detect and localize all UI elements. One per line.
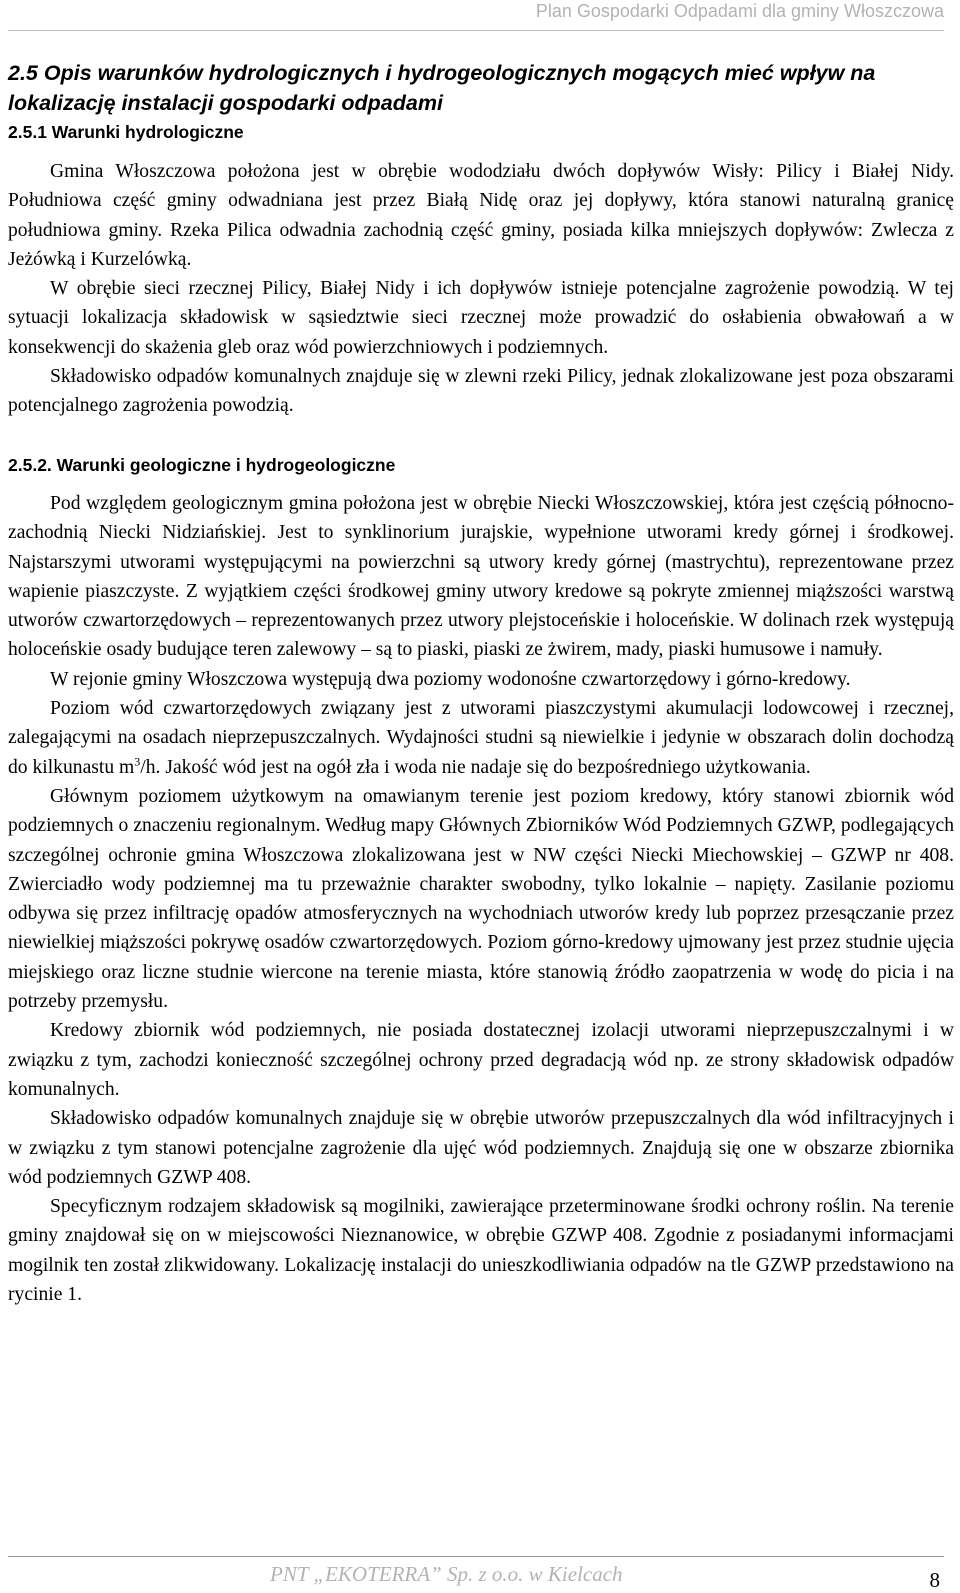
text-run: Poziom wód czwartorzędowych związany jest z utworami piaszczystymi akumulacji lodowcowej i rzecznej, zalegającymi na osadach nieprzepuszczalnych. Wydajności studni są niewielkie i jedynie w obszarach dolin dochodzą do kilkunastu m xyxy=(8,698,954,778)
text-run: /h. Jakość wód jest na ogół zła i woda nie nadaje się do bezpośredniego użytkowania. xyxy=(140,756,811,778)
paragraph: W rejonie gminy Włoszczowa występują dwa poziomy wodonośne czwartorzędowy i górno-kredowy. xyxy=(50,668,851,690)
hydrology-text xyxy=(8,157,954,421)
paragraph: Gmina Włoszczowa położona jest w obrębie wododziału dwóch dopływów Wisły: Pilicy i Białej Nidy. Południowa część gminy odwadniana jest przez Białą Nidę oraz jej dopływy, która stanowi naturalną granicę południowa gminy. Rzeka Pilica odwadnia zachodnią część gminy, posiada kilka mniejszych dopływów: Zwlecza z Jeżówką i Kurzelówką. xyxy=(8,161,954,270)
paragraph: Składowisko odpadów komunalnych znajduje się w zlewni rzeki Pilicy, jednak zlokalizowane jest poza obszarami potencjalnego zagrożenia powodzią. xyxy=(8,366,954,417)
footer-company: PNT „EKOTERRA” Sp. z o.o. w Kielcach xyxy=(270,1562,623,1586)
paragraph: Składowisko odpadów komunalnych znajduje się w obrębie utworów przepuszczalnych dla wód infiltracyjnych i w związku z tym stanowi potencjalne zagrożenie dla ujęć wód podziemnych. Znajdują się one w obszarze zbiornika wód podziemnych GZWP 408. xyxy=(8,1108,954,1188)
subsection-heading-geology: 2.5.2. Warunki geologiczne i hydrogeologiczne xyxy=(8,455,396,475)
header-divider xyxy=(8,30,944,31)
paragraph: Pod względem geologicznym gmina położona jest w obrębie Niecki Włoszczowskiej, która jest częścią północno-zachodnią Niecki Nidziańskiej. Jest to synklinorium jurajskie, wypełnione utworami kredy górnej i środkowej. Najstarszymi utworami występującymi na powierzchni są utwory kredy górnej (mastrychtu), reprezentowane przez wapienie piaszczyste. Z wyjątkiem części środkowej gminy utwory kredowe są pokryte zmiennej miąższości warstwą utworów czwartorzędowych – reprezentowanych przez utwory plejstoceńskie i holoceńskie. W dolinach rzek występują holoceńskie osady budujące teren zalewowy – są to piaski, piaski ze żwirem, mady, piaski humusowe i namuły. xyxy=(8,493,954,661)
section-title: 2.5 Opis warunków hydrologicznych i hydrogeologicznych mogących mieć wpływ na lokalizację instalacji gospodarki odpadami xyxy=(8,61,876,115)
footer-divider xyxy=(8,1556,944,1557)
subsection-heading-hydrology: 2.5.1 Warunki hydrologiczne xyxy=(8,122,244,142)
paragraph: W obrębie sieci rzecznej Pilicy, Białej Nidy i ich dopływów istnieje potencjalne zagrożenie powodzią. W tej sytuacji lokalizacja składowisk w sąsiedztwie sieci rzecznej może prowadzić do osłabienia obwałowań a w konsekwencji do skażenia gleb oraz wód powierzchniowych i podziemnych. xyxy=(8,278,954,358)
paragraph: Specyficznym rodzajem składowisk są mogilniki, zawierające przeterminowane środki ochrony roślin. Na terenie gminy znajdował się on w miejscowości Nieznanowice, w obrębie GZWP 408. Zgodnie z posiadanymi informacjami mogilnik ten został zlikwidowany. Lokalizację instalacji do unieszkodliwiania odpadów na tle GZWP przedstawiono na rycinie 1. xyxy=(8,1196,954,1306)
paragraph: Kredowy zbiornik wód podziemnych, nie posiada dostatecznej izolacji utworami nieprzepuszczalnymi i w związku z tym, zachodzi konieczność szczególnej ochrony przed degradacją wód np. ze strony składowisk odpadów komunalnych. xyxy=(8,1020,954,1100)
running-header: Plan Gospodarki Odpadami dla gminy Włoszczowa xyxy=(535,1,944,21)
paragraph: Głównym poziomem użytkowym na omawianym terenie jest poziom kredowy, który stanowi zbiornik wód podziemnych o znaczeniu regionalnym. Według mapy Głównych Zbiorników Wód Podziemnych GZWP, podlegających szczególnej ochronie gmina Włoszczowa zlokalizowana jest w NW części Niecki Miechowskiej – GZWP nr 408. Zwierciadło wody podziemnej ma tu przeważnie charakter swobodny, tylko lokalnie – napięty. Zasilanie poziomu odbywa się przez infiltrację opadów atmosferycznych na wychodniach utworów kredy lub poprzez przesączanie przez niewielkiej miąższości pokrywę osadów czwartorzędowych. Poziom górno-kredowy ujmowany jest przez studnie ujęcia miejskiego oraz liczne studnie wiercone na terenie miasta, które stanowią źródło zaopatrzenia w wodę do picia i na potrzeby przemysłu. xyxy=(8,785,954,1013)
geology-text xyxy=(8,489,954,1309)
superscript: 3 xyxy=(134,754,141,769)
page-number: 8 xyxy=(929,1568,940,1592)
paragraph-quaternary xyxy=(8,694,954,782)
